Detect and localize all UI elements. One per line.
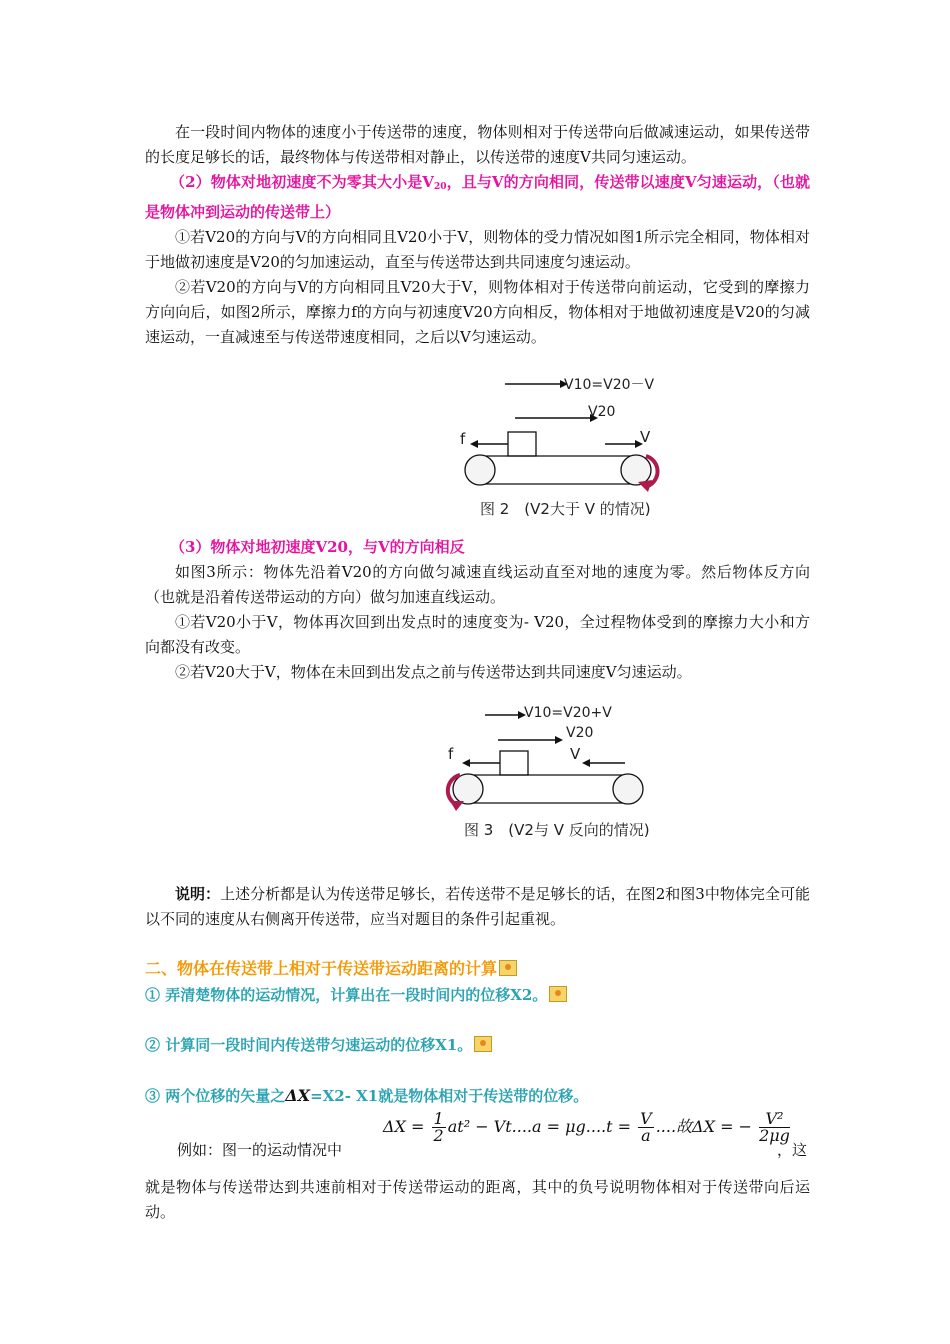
figure-2 [145,370,810,535]
heading-case-3: （3）物体对地初速度V20，与V的方向相反 [170,538,465,556]
fig2-friction-label: f [460,430,466,448]
fig3-v20-label: V20 [566,725,594,741]
heading-case-2: （2）物体对地初速度不为零其大小是$V_{20}$，且与V的方向相同，传送带以速度V匀速运动，（也就是物体冲到运动的传送带上） [145,173,811,221]
fig3-right-pulley [613,774,643,804]
example-tail: ，这 [777,1141,808,1159]
fig3-v10-label: V10=V20+V [524,705,612,721]
paragraph-case-3: 如图3所示：物体先沿着V20的方向做匀减速直线运动直至对地的速度为零。然后物体反方向（也就是沿着传送带运动的方向）做匀加速直线运动。 [145,563,810,606]
section-2-heading: 二、物体在传送带上相对于传送带运动距离的计算 [145,956,810,981]
example-label: 例如：图一的运动情况中 [177,1141,343,1159]
paragraph-case-3-1: ①若V20小于V，物体再次回到出发点时的速度变为- V20，全过程物体受到的摩擦力大小和方向都没有改变。 [145,613,810,656]
paragraph-case-3-2: ②若V20大于V，物体在未回到出发点之前与传送带达到共同速度V匀速运动。 [175,663,692,681]
final-paragraph: 就是物体与传送带达到共速前相对于传送带运动的距离，其中的负号说明物体相对于传送带向后运动。 [145,1178,810,1221]
example-row [145,1111,810,1163]
figure-3 [145,695,810,860]
note-icon[interactable] [474,1036,492,1052]
fig2-right-pulley [621,455,651,485]
fig3-block [500,751,528,775]
note-label: 说明： [175,885,221,903]
paragraph-1: 在一段时间内物体的速度小于传送带的速度，物体则相对于传送带向后做减速运动，如果传送带的长度足够长的话，最终物体与传送带相对静止，以传送带的速度V共同匀速运动。 [145,123,810,166]
document-page [145,120,810,1225]
fig3-v-label: V [570,745,581,763]
step-1: ① 弄清楚物体的运动情况，计算出在一段时间内的位移X2。 [145,983,810,1008]
note-paragraph: 说明：上述分析都是认为传送带足够长，若传送带不是足够长的话，在图2和图3中物体完全可能以不同的速度从右侧离开传送带，应当对题目的条件引起重视。 [145,885,810,928]
step-2: ② 计算同一段时间内传送带匀速运动的位移X1。 [145,1033,810,1058]
fig2-v10-label: V10=V20－V [564,377,655,393]
step-3: ③ 两个位移的矢量之ΔX=X2- X1就是物体相对于传送带的位移。 [145,1086,589,1105]
fig2-block [508,432,536,456]
fig2-v-label: V [640,428,651,446]
paragraph-case-2-2: ②若V20的方向与V的方向相同且V20大于V，则物体相对于传送带向前运动，它受到的摩擦力方向向后，如图2所示，摩擦力f的方向与初速度V20方向相反，物体相对于地做初速度是V20的匀减速运动，一直减速至与传送带速度相同，之后以V匀速运动。 [145,278,810,346]
fig3-friction-label: f [448,745,454,763]
fig2-caption: 图 2 (V2大于 V 的情况) [480,500,651,518]
note-icon[interactable] [549,986,567,1002]
fig3-caption: 图 3 (V2与 V 反向的情况) [464,821,650,839]
note-icon[interactable] [499,960,517,976]
fig2-left-pulley [465,455,495,485]
example-formula: ΔX = $\frac{1}{2}$ at² − Vt....a = μg....t = $\frac{V}{a}$ ....故ΔX = − $\frac{\text{V²}}{2\mu g}$ [383,1109,790,1145]
fig2-v20-label: V20 [588,404,616,420]
paragraph-case-2-1: ①若V20的方向与V的方向相同且V20小于V，则物体的受力情况如图1所示完全相同，物体相对于地做初速度是V20的匀加速运动，直至与传送带达到共同速度匀速运动。 [145,228,810,271]
fig3-left-pulley [453,774,483,804]
